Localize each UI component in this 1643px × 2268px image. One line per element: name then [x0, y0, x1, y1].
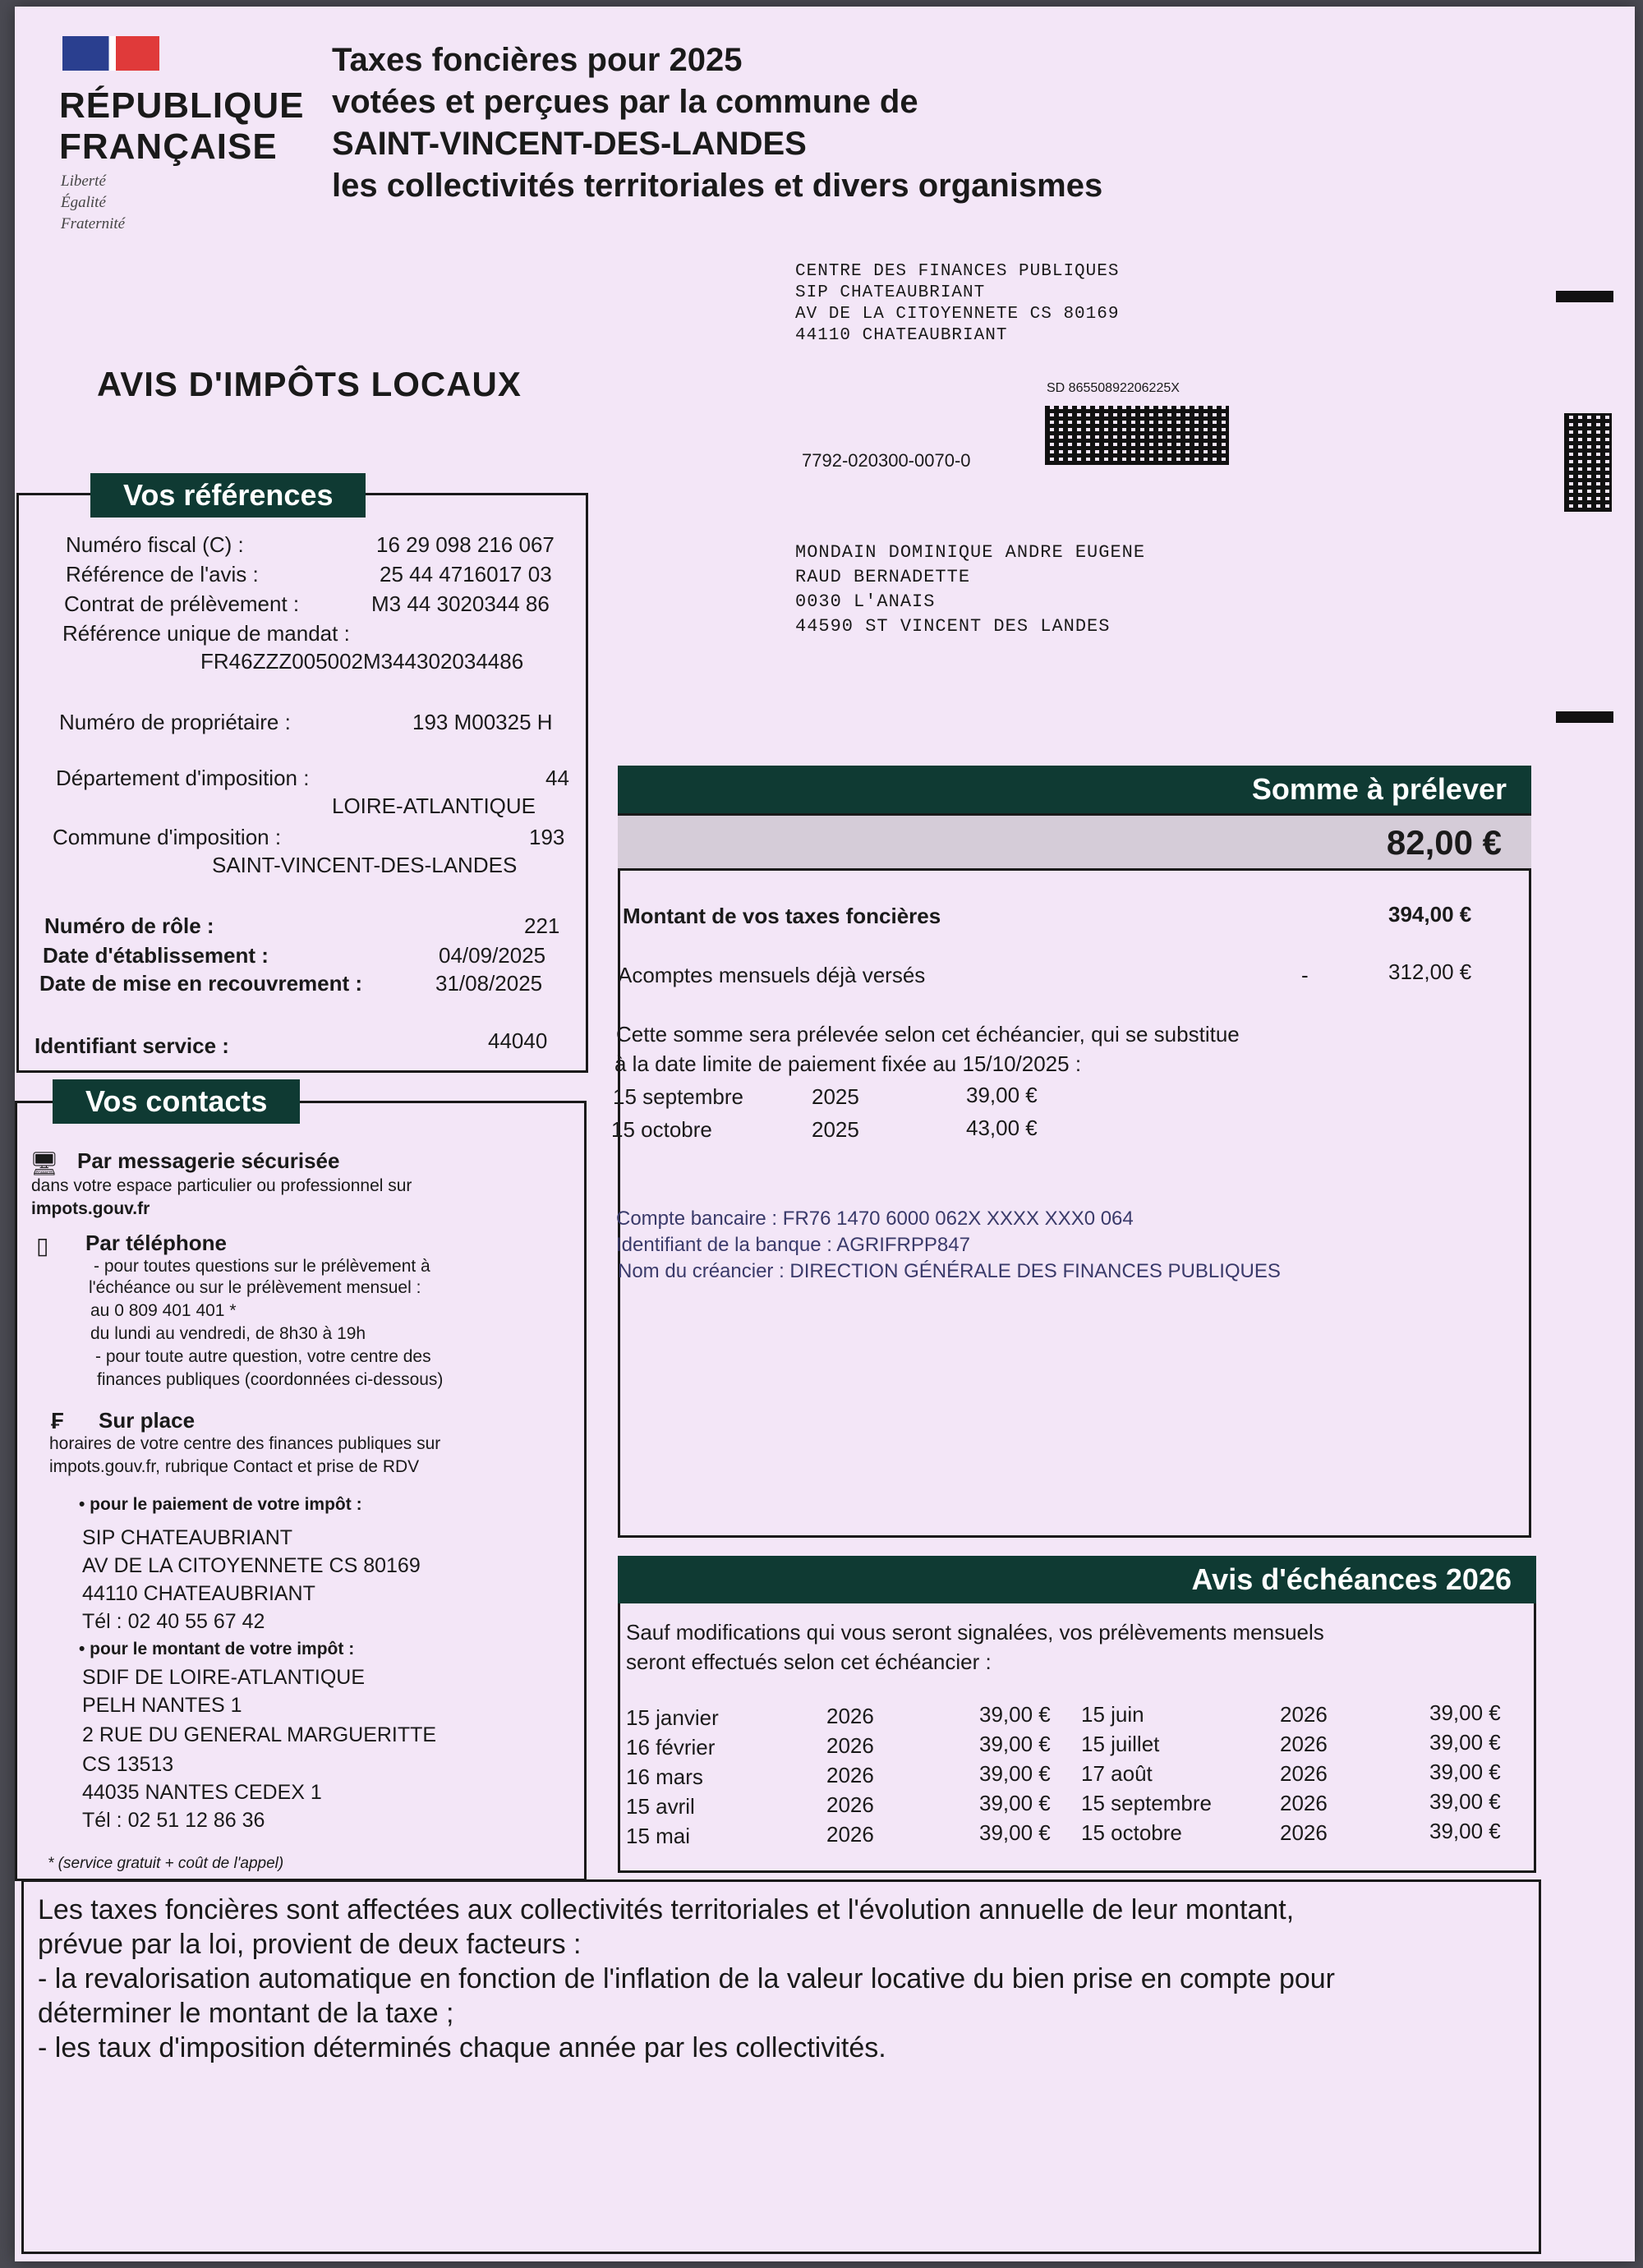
recipient-line: RAUD BERNADETTE — [795, 567, 971, 587]
motto-line: Égalité — [61, 194, 106, 211]
messagerie-text: dans votre espace particulier ou professionnel sur — [31, 1176, 412, 1195]
mandat-value: FR46ZZZ005002M344302034486 — [200, 649, 524, 674]
montant-line: CS 13513 — [82, 1753, 174, 1776]
echeance-year: 2026 — [1280, 1732, 1328, 1756]
etablissement-label: Date d'établissement : — [43, 943, 269, 968]
datamatrix-barcode — [1045, 406, 1229, 465]
montant-line: SDIF DE LOIRE-ATLANTIQUE — [82, 1666, 366, 1689]
echeances-intro: Sauf modifications qui vous seront signalées, vos prélèvements mensuels — [626, 1620, 1324, 1645]
montant-title: • pour le montant de votre impôt : — [79, 1640, 355, 1658]
contacts-title: Vos contacts — [53, 1079, 300, 1124]
somme-title: Somme à prélever — [618, 766, 1531, 813]
role-label: Numéro de rôle : — [44, 913, 214, 938]
contrat-value: M3 44 3020344 86 — [371, 591, 550, 616]
ref-avis-value: 25 44 4716017 03 — [380, 562, 552, 587]
address-line: SIP CHATEAUBRIANT — [795, 283, 986, 302]
echeance-amount: 39,00 € — [979, 1820, 1051, 1845]
place-link[interactable]: impots.gouv.fr, rubrique Contact et prise de RDV — [49, 1457, 420, 1476]
etablissement-value: 04/09/2025 — [439, 943, 546, 968]
montant-line: 2 RUE DU GENERAL MARGUERITTE — [82, 1723, 437, 1746]
info-line: déterminer le montant de la taxe ; — [38, 1998, 454, 2029]
mandat-label: Référence unique de mandat : — [62, 621, 350, 646]
banque-line — [616, 1234, 970, 1257]
recipient-line: 0030 L'ANAIS — [795, 591, 936, 612]
fold-mark — [1556, 711, 1613, 723]
telephone-text: l'échéance ou sur le prélèvement mensuel : — [89, 1278, 421, 1297]
echeance-year: 2026 — [1280, 1791, 1328, 1815]
echeance-year: 2026 — [1280, 1702, 1328, 1727]
address-line: CENTRE DES FINANCES PUBLIQUES — [795, 262, 1120, 281]
echeance-date: 15 juillet — [1081, 1732, 1160, 1756]
telephone-text: finances publiques (coordonnées ci-dessous) — [97, 1370, 444, 1389]
schedule-amount: 43,00 € — [966, 1116, 1038, 1140]
references-title: Vos références — [90, 473, 366, 518]
motto-line: Fraternité — [61, 215, 126, 232]
commune-label: Commune d'imposition : — [53, 825, 282, 849]
acomptes-minus: - — [1301, 963, 1309, 987]
numero-fiscal-label: Numéro fiscal (C) : — [66, 532, 244, 557]
info-line: prévue par la loi, provient de deux facteurs : — [38, 1929, 582, 1960]
recipient-line: 44590 ST VINCENT DES LANDES — [795, 616, 1111, 637]
service-value: 44040 — [488, 1028, 548, 1053]
tax-center-address — [795, 261, 1119, 347]
address-line: 44110 CHATEAUBRIANT — [795, 326, 1008, 345]
messagerie-title: Par messagerie sécurisée — [77, 1148, 340, 1173]
republique-line-2: FRANÇAISE — [59, 127, 278, 167]
paiement-title: • pour le paiement de votre impôt : — [79, 1495, 362, 1514]
proprietaire-value: 193 M00325 H — [412, 710, 553, 734]
echeance-amount: 39,00 € — [979, 1791, 1051, 1815]
recipient-line: MONDAIN DOMINIQUE ANDRE EUGENE — [795, 542, 1146, 563]
heading-line: Taxes foncières pour 2025 — [332, 42, 743, 78]
echeance-year: 2026 — [1280, 1820, 1328, 1845]
messagerie-link[interactable]: impots.gouv.fr — [31, 1199, 150, 1218]
echeance-amount: 39,00 € — [1429, 1789, 1501, 1814]
echeance-amount: 39,00 € — [1429, 1760, 1501, 1784]
commune-name: SAINT-VINCENT-DES-LANDES — [212, 853, 518, 877]
side-barcode — [1564, 413, 1612, 512]
creancier-line — [618, 1260, 1281, 1283]
compte-line — [616, 1208, 1134, 1231]
sd-code: SD 86550892206225X — [1047, 381, 1180, 395]
heading-line: SAINT-VINCENT-DES-LANDES — [332, 126, 807, 162]
place-title: Sur place — [99, 1408, 196, 1433]
reference-code: 7792-020300-0070-0 — [802, 450, 971, 471]
echeance-year: 2026 — [1280, 1761, 1328, 1786]
echeance-year: 2026 — [826, 1704, 874, 1728]
banque-label: Identifiant de la banque : — [616, 1234, 832, 1256]
fold-mark — [1556, 291, 1613, 302]
echeance-date: 15 septembre — [1081, 1791, 1212, 1815]
phone-icon: ▯ — [36, 1233, 49, 1258]
echeance-date: 15 janvier — [626, 1705, 719, 1730]
echeance-amount: 39,00 € — [1429, 1819, 1501, 1843]
somme-panel — [618, 766, 1531, 1538]
recipient-address — [795, 541, 1145, 639]
echeance-amount: 39,00 € — [979, 1761, 1051, 1786]
footnote: * (service gratuit + coût de l'appel) — [48, 1855, 284, 1872]
montant-line: PELH NANTES 1 — [82, 1694, 242, 1717]
commune-code: 193 — [529, 825, 565, 849]
echeance-date: 15 juin — [1081, 1702, 1144, 1727]
creancier-value: DIRECTION GÉNÉRALE DES FINANCES PUBLIQUES — [789, 1260, 1281, 1282]
telephone-text: - pour toutes questions sur le prélèvement à — [94, 1257, 430, 1276]
marianne-logo-flag — [62, 36, 159, 71]
republique-line-1: RÉPUBLIQUE — [59, 85, 305, 126]
telephone-hours: du lundi au vendredi, de 8h30 à 19h — [90, 1324, 366, 1343]
echeance-amount: 39,00 € — [979, 1732, 1051, 1756]
tax-notice-page — [15, 7, 1635, 2261]
echeance-year: 2026 — [826, 1822, 874, 1847]
recouvrement-label: Date de mise en recouvrement : — [39, 971, 363, 996]
address-line: AV DE LA CITOYENNETE CS 80169 — [795, 305, 1120, 324]
echeances-title: Avis d'échéances 2026 — [618, 1556, 1536, 1603]
building-icon: ₣ — [51, 1408, 64, 1433]
departement-name: LOIRE-ATLANTIQUE — [332, 794, 536, 818]
creancier-label: Nom du créancier : — [618, 1260, 785, 1282]
place-text: horaires de votre centre des finances publiques sur — [49, 1434, 441, 1453]
echeance-date: 17 août — [1081, 1761, 1153, 1786]
echeance-date: 15 mai — [626, 1824, 691, 1848]
echeances-intro: seront effectués selon cet échéancier : — [626, 1649, 992, 1674]
numero-fiscal-value: 16 29 098 216 067 — [376, 532, 555, 557]
echeance-date: 16 février — [626, 1735, 716, 1760]
paiement-line: AV DE LA CITOYENNETE CS 80169 — [82, 1554, 421, 1577]
somme-total: 82,00 € — [618, 813, 1531, 871]
document-title: AVIS D'IMPÔTS LOCAUX — [97, 365, 522, 403]
info-line: - la revalorisation automatique en fonction de l'inflation de la valeur locative du bien prise en compte pour — [38, 1963, 1335, 1994]
compte-label: Compte bancaire : — [616, 1208, 778, 1230]
info-text — [38, 1893, 1335, 2065]
montant-phone: Tél : 02 51 12 86 36 — [82, 1809, 265, 1832]
echeance-year: 2026 — [826, 1792, 874, 1817]
montant-taxes-label: Montant de vos taxes foncières — [623, 904, 941, 928]
motto-line: Liberté — [61, 173, 106, 190]
ref-avis-label: Référence de l'avis : — [66, 562, 259, 587]
schedule-year: 2025 — [812, 1084, 859, 1109]
echeance-amount: 39,00 € — [1429, 1730, 1501, 1755]
service-label: Identifiant service : — [35, 1033, 229, 1058]
motto — [61, 171, 125, 235]
echeance-amount: 39,00 € — [1429, 1700, 1501, 1725]
schedule-date: 15 septembre — [613, 1084, 743, 1109]
paiement-line: SIP CHATEAUBRIANT — [82, 1526, 293, 1549]
republique-francaise-text — [59, 85, 304, 168]
schedule-amount: 39,00 € — [966, 1083, 1038, 1107]
echeance-year: 2026 — [826, 1763, 874, 1787]
acomptes-value: 312,00 € — [1388, 959, 1472, 984]
paiement-line: 44110 CHATEAUBRIANT — [82, 1582, 315, 1605]
departement-code: 44 — [545, 766, 569, 790]
contrat-label: Contrat de prélèvement : — [64, 591, 300, 616]
montant-taxes-value: 394,00 € — [1388, 902, 1472, 927]
document-heading — [332, 39, 1102, 207]
role-value: 221 — [524, 913, 560, 938]
echeance-year: 2026 — [826, 1733, 874, 1758]
computer-icon: 🖥 — [30, 1151, 59, 1176]
echeance-date: 16 mars — [626, 1764, 703, 1789]
heading-line: votées et perçues par la commune de — [332, 84, 918, 120]
schedule-date: 15 octobre — [611, 1117, 712, 1142]
heading-line: les collectivités territoriales et divers organismes — [332, 168, 1103, 204]
echeance-date: 15 octobre — [1081, 1820, 1182, 1845]
banque-value: AGRIFRPP847 — [836, 1234, 970, 1256]
acomptes-label: Acomptes mensuels déjà versés — [618, 963, 926, 987]
proprietaire-label: Numéro de propriétaire : — [59, 710, 291, 734]
somme-note: à la date limite de paiement fixée au 15/10/2025 : — [614, 1051, 1082, 1076]
departement-label: Département d'imposition : — [56, 766, 310, 790]
info-line: - les taux d'imposition déterminés chaque année par les collectivités. — [38, 2032, 886, 2063]
info-line: Les taxes foncières sont affectées aux collectivités territoriales et l'évolution annuelle de leur montant, — [38, 1894, 1295, 1925]
telephone-number: au 0 809 401 401 * — [90, 1301, 237, 1320]
schedule-year: 2025 — [812, 1117, 859, 1142]
telephone-title: Par téléphone — [85, 1231, 227, 1255]
somme-note: Cette somme sera prélevée selon cet échéancier, qui se substitue — [616, 1022, 1240, 1047]
telephone-text: - pour toute autre question, votre centre des — [95, 1347, 431, 1366]
echeance-amount: 39,00 € — [979, 1702, 1051, 1727]
compte-value: FR76 1470 6000 062X XXXX XXX0 064 — [782, 1208, 1134, 1230]
montant-line: 44035 NANTES CEDEX 1 — [82, 1781, 322, 1804]
paiement-phone: Tél : 02 40 55 67 42 — [82, 1610, 265, 1633]
recouvrement-value: 31/08/2025 — [435, 971, 543, 996]
echeance-date: 15 avril — [626, 1794, 695, 1819]
